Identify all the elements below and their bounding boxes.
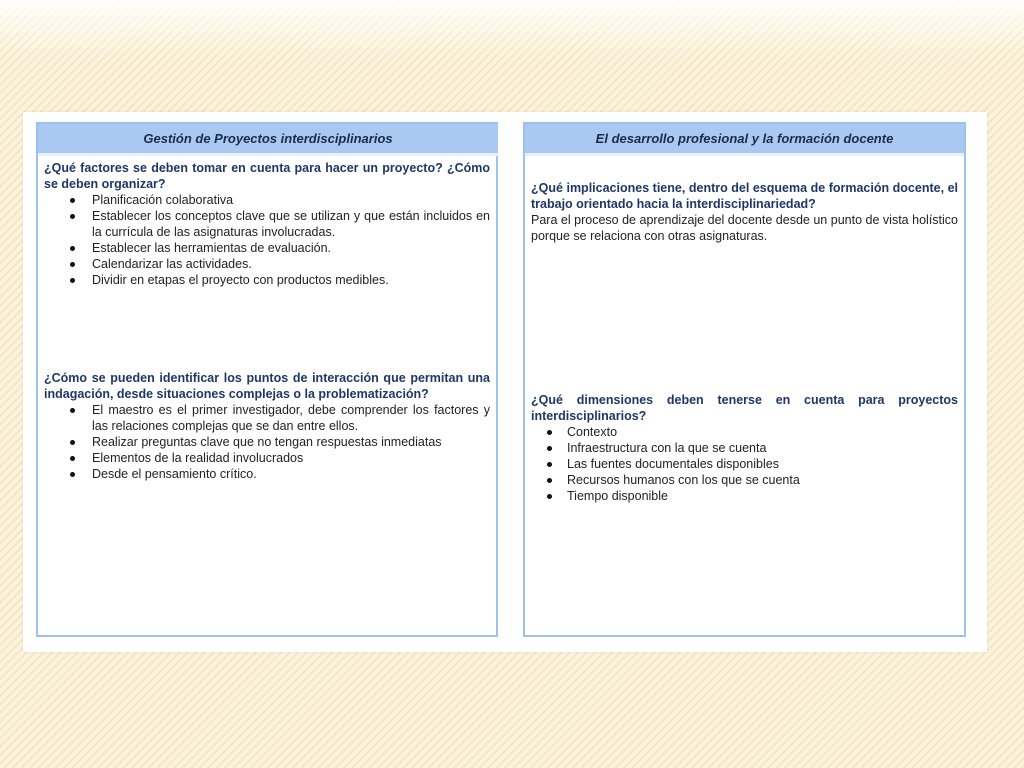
list-item: Elementos de la realidad involucrados xyxy=(92,450,490,466)
list-item: Recursos humanos con los que se cuenta xyxy=(567,472,958,488)
slide-table xyxy=(23,112,987,652)
list-item: Calendarizar las actividades. xyxy=(92,256,490,272)
left-list-1 xyxy=(44,192,490,288)
right-list-2 xyxy=(531,424,958,504)
left-panel xyxy=(36,122,498,637)
list-item: Las fuentes documentales disponibles xyxy=(567,456,958,472)
list-item: Tiempo disponible xyxy=(567,488,958,504)
right-question-2: ¿Qué dimensiones deben tenerse en cuenta para proyectos interdisciplinarios? xyxy=(531,393,958,423)
right-question-1: ¿Qué implicaciones tiene, dentro del esquema de formación docente, el trabajo orientado hacia la interdisciplinariedad? xyxy=(531,181,958,211)
spacer xyxy=(531,244,958,392)
right-panel-header: El desarrollo profesional y la formación docente xyxy=(525,124,964,156)
list-item: El maestro es el primer investigador, debe comprender los factores y las relaciones complejas que se dan entre ellos. xyxy=(92,403,490,433)
spacer xyxy=(44,288,490,370)
right-answer-1: Para el proceso de aprendizaje del docente desde un punto de vista holístico porque se relaciona con otras asignaturas. xyxy=(531,213,958,243)
right-panel xyxy=(523,122,966,637)
background-fade xyxy=(0,0,1024,60)
list-item: Establecer los conceptos clave que se utilizan y que están incluidos en la currícula de las asignaturas involucradas. xyxy=(92,209,490,239)
left-question-1: ¿Qué factores se deben tomar en cuenta para hacer un proyecto? ¿Cómo se deben organizar? xyxy=(44,161,490,191)
left-panel-body xyxy=(38,156,496,482)
list-item: Planificación colaborativa xyxy=(92,192,490,208)
list-item: Dividir en etapas el proyecto con productos medibles. xyxy=(92,272,490,288)
list-item: Infraestructura con la que se cuenta xyxy=(567,440,958,456)
spacer xyxy=(531,160,958,180)
right-panel-body xyxy=(525,156,964,504)
list-item: Realizar preguntas clave que no tengan respuestas inmediatas xyxy=(92,434,490,450)
left-list-2 xyxy=(44,402,490,482)
list-item: Desde el pensamiento crítico. xyxy=(92,466,490,482)
left-question-2: ¿Cómo se pueden identificar los puntos de interacción que permitan una indagación, desde situaciones complejas o la problematización? xyxy=(44,371,490,401)
left-panel-header: Gestión de Proyectos interdisciplinarios xyxy=(38,124,498,156)
list-item: Contexto xyxy=(567,424,958,440)
list-item: Establecer las herramientas de evaluación. xyxy=(92,240,490,256)
